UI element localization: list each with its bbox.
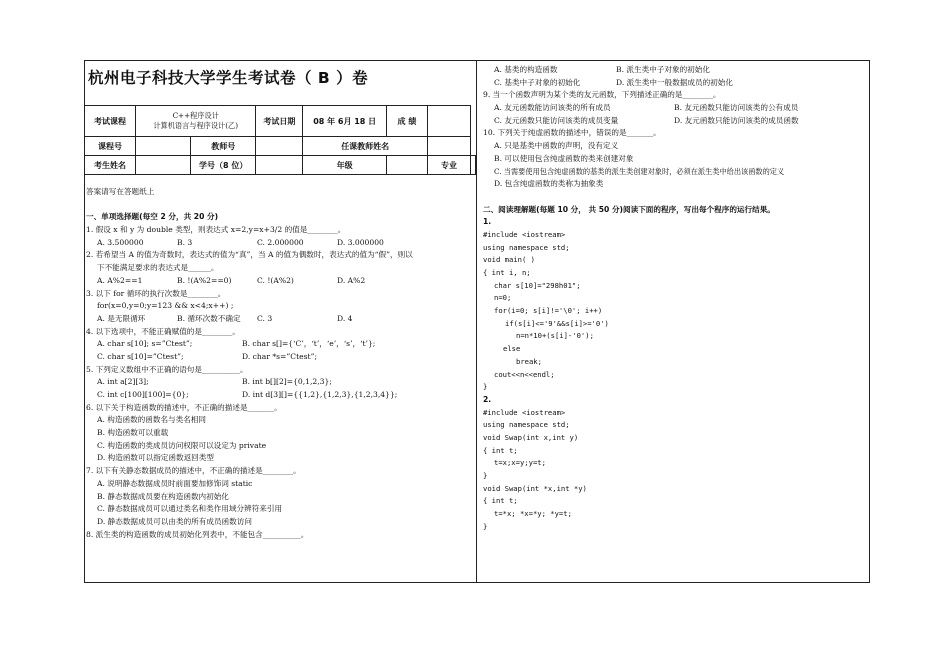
exam-course-value xyxy=(136,106,256,137)
program-1-line: n=n*10+(s[i]-'0'); xyxy=(516,331,594,341)
q5-options-ab xyxy=(86,376,474,389)
q2-options xyxy=(86,275,474,288)
q9-option-b: B. 友元函数只能访问该类的公有成员 xyxy=(674,103,799,113)
q6-option-c: C. 构造函数的类成员访问权限可以设定为 private xyxy=(97,440,267,450)
section1-heading: 一、单项选择题(每空 2 分，共 20 分) xyxy=(86,212,219,222)
student-name-cell xyxy=(136,156,191,175)
section2-heading: 二、阅读理解题(每题 10 分， 共 50 分)阅读下面的程序，写出每个程序的运行结果。 xyxy=(483,204,775,214)
q5-option-b: B. int b[][2]={0,1,2,3}; xyxy=(242,377,332,387)
q8-option-b: B. 派生类中子对象的初始化 xyxy=(616,65,710,74)
q5-options-cd xyxy=(86,389,474,402)
course-no-label: 课程号 xyxy=(85,137,136,156)
program-1-line: void main( ) xyxy=(483,255,535,265)
q5-option-c: C. int c[100][100]={0}; xyxy=(97,390,189,399)
q8-option-d: D. 派生类中一般数据成员的初始化 xyxy=(616,77,733,87)
major-label: 专业 xyxy=(427,156,470,175)
q8-options-cd xyxy=(483,77,867,90)
teacher-name-cell xyxy=(427,137,470,156)
program-1-line: n=0; xyxy=(494,293,512,303)
q7-option-a: A. 说明静态数据成员时前面要加修饰词 static xyxy=(97,478,253,488)
q5-option-d: D. int d[3][]={{1,2},{1,2,3},{1,2,3,4}}; xyxy=(242,390,398,399)
q8-option-c: C. 基类中子对象的初始化 xyxy=(494,77,581,87)
grade-cell xyxy=(386,156,427,175)
q1-option-a: A. 3.500000 xyxy=(97,237,144,247)
question-4: 4. 以下选项中，不能正确赋值的是________。 xyxy=(86,326,240,336)
program-2-line: using namespace std; xyxy=(483,420,570,430)
exam-course-value-line1: C++程序设计 xyxy=(172,111,219,120)
q2-option-a: A. A%2==1 xyxy=(97,275,143,285)
q10-option-d: D. 包含纯虚函数的类称为抽象类 xyxy=(494,179,604,189)
q10-option-b: B. 可以使用包含纯虚函数的类来创建对象 xyxy=(494,153,634,163)
q1-option-d: D. 3.000000 xyxy=(337,237,384,247)
question-9: 9. 当一个函数声明为某个类的友元函数，下列描述正确的是________。 xyxy=(483,90,721,100)
exam-info-table xyxy=(84,105,476,175)
q6-option-d: D. 构造函数可以指定函数返回类型 xyxy=(97,453,214,463)
teacher-no-label: 教师号 xyxy=(191,137,256,156)
program-2-line: void Swap(int *x,int *y) xyxy=(483,483,587,493)
q7-option-b: B. 静态数据成员要在构造函数内初始化 xyxy=(97,491,229,501)
q9-option-d: D. 友元函数只能访问该类的成员函数 xyxy=(674,115,799,125)
exam-date-label: 考试日期 xyxy=(256,106,303,137)
major-cell xyxy=(470,156,475,175)
left-column xyxy=(86,186,474,541)
q3-code: for(x=0,y=0;y=123 && x<4;x++) ; xyxy=(97,301,234,311)
q8-options-ab xyxy=(483,64,867,77)
program-1-line: using namespace std; xyxy=(483,242,570,252)
program-1-line: } xyxy=(483,382,488,392)
q6-option-b: B. 构造函数可以重载 xyxy=(97,428,169,438)
question-2-line2: 下不能满足要求的表达式是______。 xyxy=(97,263,219,273)
program-1-line: for(i=0; s[i]!='\0'; i++) xyxy=(494,306,603,316)
question-6: 6. 以下关于构造函数的描述中，不正确的描述是_______。 xyxy=(86,402,282,412)
q8-option-a: A. 基类的构造函数 xyxy=(494,65,558,74)
q10-option-c: C. 当需要使用包含纯虚函数的基类的派生类创建对象时，必须在派生类中给出该函数的定义 xyxy=(494,166,785,176)
grade-label: 年级 xyxy=(303,156,387,175)
frame-top-line xyxy=(84,60,870,61)
q9-options-cd xyxy=(483,115,867,128)
q4-options-ab xyxy=(86,338,474,351)
q6-option-a: A. 构造函数的函数名与类名相同 xyxy=(97,415,207,425)
student-id-label: 学号（8 位） xyxy=(191,156,256,175)
q4-option-a: A. char s[10]; s=”Ctest”; xyxy=(97,339,193,349)
score-label: 成 绩 xyxy=(386,106,427,137)
teacher-name-label: 任课教师姓名 xyxy=(303,137,428,156)
q9-option-a: A. 友元函数能访问该类的所有成员 xyxy=(494,103,611,113)
q3-option-c: C. 3 xyxy=(257,313,273,323)
question-7: 7. 以下有关静态数据成员的描述中，不正确的描述是________。 xyxy=(86,466,301,476)
q3-options xyxy=(86,313,474,326)
program-1-label: 1. xyxy=(483,217,492,227)
question-5: 5. 下列定义数组中不正确的语句是__________。 xyxy=(86,364,248,374)
program-2-line: { int t; xyxy=(483,496,518,506)
question-8: 8. 派生类的构造函数的成员初始化列表中，不能包含__________。 xyxy=(86,529,309,539)
question-2-line1: 2. 若希望当 A 的值为奇数时，表达式的值为“真”，当 A 的值为偶数时，表达式的值为“假”，则以 xyxy=(86,250,413,260)
program-1-line: #include <iostream> xyxy=(483,229,566,239)
program-2-label: 2. xyxy=(483,394,492,404)
exam-date-value: 08 年 6月 18 日 xyxy=(303,106,387,137)
q2-option-c: C. !(A%2) xyxy=(257,275,294,285)
q3-option-d: D. 4 xyxy=(337,313,353,323)
frame-right-line xyxy=(869,60,870,582)
program-1-line: char s[10]="298h01"; xyxy=(494,280,581,290)
q7-option-d: D. 静态数据成员可以由类的所有成员函数访问 xyxy=(97,516,252,526)
q3-option-a: A. 是无限循环 xyxy=(97,313,146,323)
course-no-cell xyxy=(136,137,191,156)
exam-course-label: 考试课程 xyxy=(85,106,136,137)
question-1: 1. 假设 x 和 y 为 double 类型，则表达式 x=2,y=x+3/2 的值是________。 xyxy=(86,225,346,235)
program-2-line: t=*x; *x=*y; *y=t; xyxy=(494,509,572,519)
column-divider xyxy=(476,60,477,582)
exam-title: 杭州电子科技大学学生考试卷（ B ）卷 xyxy=(88,69,369,87)
q1-options xyxy=(86,237,474,250)
exam-course-value-line2: 计算机语言与程序设计(乙) xyxy=(153,121,239,130)
program-1-line: else xyxy=(503,344,521,354)
student-id-cell xyxy=(256,156,303,175)
program-2-line: } xyxy=(483,521,488,531)
teacher-no-cell xyxy=(256,137,303,156)
program-2-line: } xyxy=(483,471,488,480)
q5-option-a: A. int a[2][3]; xyxy=(97,377,149,387)
program-1-line: cout<<n<<endl; xyxy=(494,369,555,379)
score-cell xyxy=(427,106,470,137)
q3-option-b: B. 循环次数不确定 xyxy=(177,313,241,323)
q7-option-c: C. 静态数据成员可以通过类名和类作用域分辨符来引用 xyxy=(97,504,283,514)
student-name-label: 考生姓名 xyxy=(85,156,136,175)
right-column xyxy=(483,64,867,533)
q1-option-b: B. 3 xyxy=(177,237,193,247)
program-2-line: { int t; xyxy=(483,445,518,455)
program-1-line: { int i, n; xyxy=(483,268,531,277)
program-2-line: void Swap(int x,int y) xyxy=(483,432,579,442)
program-1-line: if(s[i]<='9'&&s[i]>='0') xyxy=(505,318,609,328)
q2-option-d: D. A%2 xyxy=(337,275,366,285)
frame-bottom-line xyxy=(84,582,870,583)
q4-option-c: C. char s[10]=”Ctest”; xyxy=(97,351,184,361)
q9-options-ab xyxy=(483,102,867,115)
q10-option-a: A. 只是基类中函数的声明，没有定义 xyxy=(494,141,619,151)
instruction: 答案请写在答题纸上 xyxy=(86,187,155,196)
q4-option-b: B. char s[]={‘C’，‘t’，‘e’，‘s’，‘t’}; xyxy=(242,339,376,349)
q4-options-cd xyxy=(86,351,474,364)
q9-option-c: C. 友元函数只能访问该类的成员变量 xyxy=(494,115,619,125)
program-1-line: break; xyxy=(516,356,542,366)
question-10: 10. 下列关于纯虚函数的描述中，错误的是_______。 xyxy=(483,128,661,138)
q4-option-d: D. char *s=”Ctest”; xyxy=(242,351,318,361)
program-2-line: #include <iostream> xyxy=(483,407,566,417)
program-2-line: t=x;x=y;y=t; xyxy=(494,458,546,468)
question-3: 3. 以下 for 循环的执行次数是________。 xyxy=(86,288,226,298)
q2-option-b: B. !(A%2==0) xyxy=(177,275,232,285)
q1-option-c: C. 2.000000 xyxy=(257,237,304,247)
